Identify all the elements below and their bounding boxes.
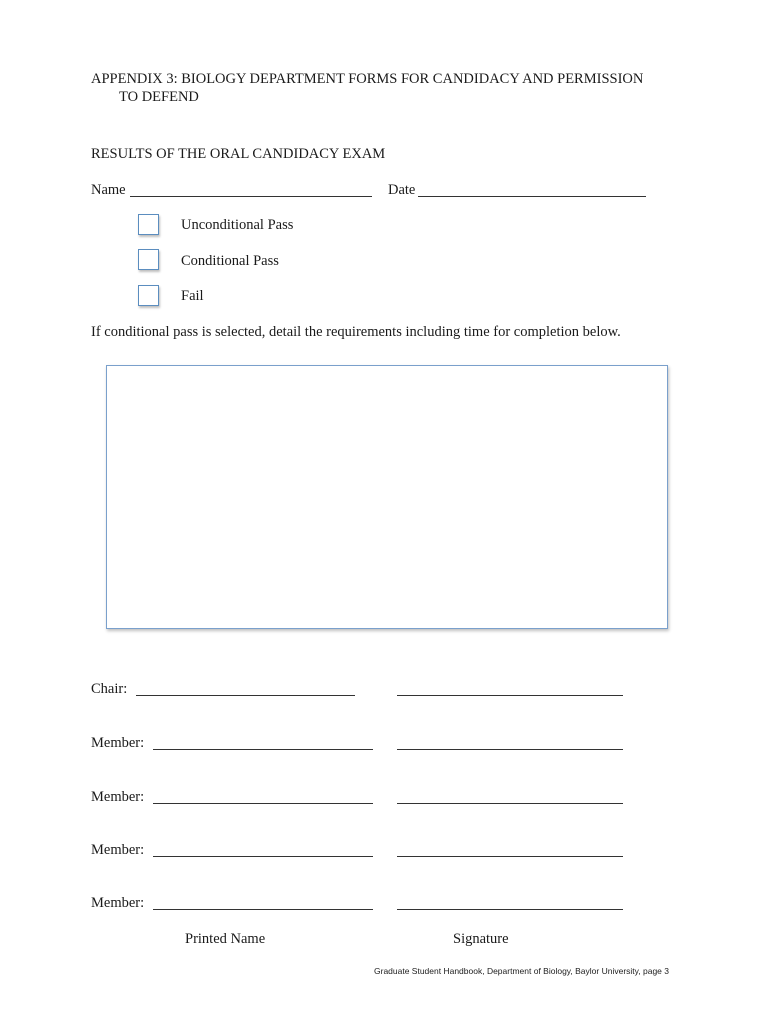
conditional-pass-label: Conditional Pass [181, 253, 279, 269]
fail-label: Fail [181, 288, 204, 304]
fail-checkbox[interactable] [138, 285, 159, 306]
appendix-heading-line-1: APPENDIX 3: BIOLOGY DEPARTMENT FORMS FOR CANDIDACY AND PERMISSION [91, 71, 644, 87]
page-footer: Graduate Student Handbook, Department of Biology, Baylor University, page 3 [374, 966, 669, 976]
member-label: Member: [91, 895, 145, 911]
date-label: Date [388, 182, 416, 198]
member-2-printed-name-line[interactable] [153, 803, 373, 804]
unconditional-pass-label: Unconditional Pass [181, 217, 294, 233]
member-4-signature-line[interactable] [397, 909, 623, 910]
chair-label: Chair: [91, 681, 128, 697]
chair-signature-line[interactable] [397, 695, 623, 696]
section-title: RESULTS OF THE ORAL CANDIDACY EXAM [91, 146, 386, 162]
chair-printed-name-line[interactable] [136, 695, 355, 696]
signature-column-label: Signature [453, 931, 509, 947]
name-field-line[interactable] [130, 196, 372, 197]
member-3-signature-line[interactable] [397, 856, 623, 857]
member-2-signature-line[interactable] [397, 803, 623, 804]
conditional-requirements-textbox[interactable] [106, 365, 668, 629]
printed-name-column-label: Printed Name [185, 931, 266, 947]
member-3-printed-name-line[interactable] [153, 856, 373, 857]
date-field-line[interactable] [418, 196, 646, 197]
name-label: Name [91, 182, 126, 198]
member-1-signature-line[interactable] [397, 749, 623, 750]
member-1-printed-name-line[interactable] [153, 749, 373, 750]
member-4-printed-name-line[interactable] [153, 909, 373, 910]
member-label: Member: [91, 842, 145, 858]
member-label: Member: [91, 735, 145, 751]
conditional-pass-checkbox[interactable] [138, 249, 159, 270]
appendix-heading-line-2: TO DEFEND [119, 89, 199, 105]
unconditional-pass-checkbox[interactable] [138, 214, 159, 235]
member-label: Member: [91, 789, 145, 805]
conditional-instructions: If conditional pass is selected, detail the requirements including time for completion below. [91, 324, 621, 340]
